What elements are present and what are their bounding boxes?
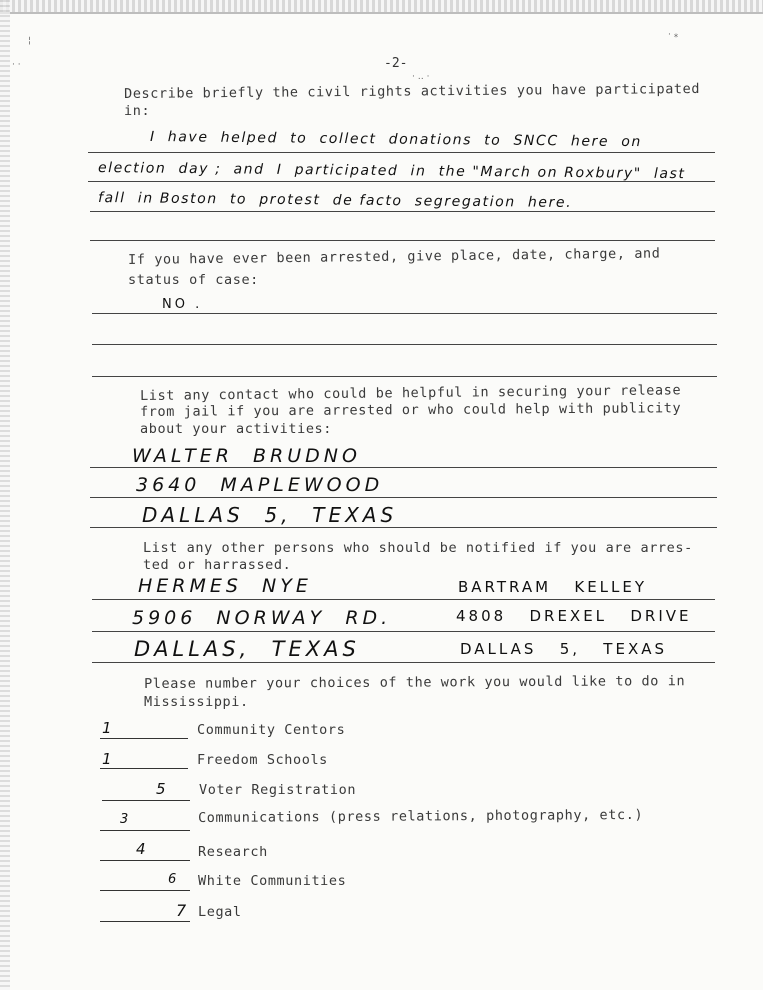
notify-person1-city: DALLAS, TEXAS: [134, 637, 360, 661]
notify-person2-name: BARTRAM KELLEY: [458, 578, 648, 596]
choice-rank: 4: [136, 840, 146, 858]
notify-rule: [92, 631, 715, 632]
choice-rank: 6: [168, 872, 177, 887]
scan-left-edge: [0, 0, 10, 990]
choice-label: Communications (press relations, photography, etc.): [198, 806, 644, 826]
choice-label: Voter Registration: [199, 782, 357, 798]
notify-person2-street: 4808 DREXEL DRIVE: [456, 607, 692, 625]
contact-name: WALTER BRUDNO: [132, 445, 361, 467]
contact-city: DALLAS 5, TEXAS: [142, 503, 398, 527]
choice-rank: 1: [102, 750, 112, 768]
contact-prompt-line3: about your activities:: [140, 421, 333, 437]
notify-person1-street: 5906 NORWAY RD.: [132, 607, 392, 629]
choice-blank[interactable]: [102, 800, 190, 801]
contact-rule: [90, 497, 717, 498]
choice-blank[interactable]: [100, 890, 190, 891]
choice-blank[interactable]: [100, 830, 190, 831]
choice-label: Legal: [198, 904, 242, 920]
notify-prompt-line2: ted or harrassed.: [143, 557, 292, 573]
activities-answer-rule: [90, 211, 715, 212]
arrest-prompt-line2: status of case:: [128, 272, 259, 288]
arrest-answer: NO .: [162, 297, 203, 312]
scan-speck: · ‥ ·: [412, 72, 430, 82]
notify-prompt-line1: List any other persons who should be notified if you are arres-: [143, 540, 693, 556]
page-number: -2-: [384, 56, 408, 71]
arrest-prompt-line1: If you have ever been arrested, give place, date, charge, and: [128, 245, 661, 268]
choice-blank[interactable]: [100, 921, 190, 922]
contact-rule: [90, 467, 717, 468]
choice-blank[interactable]: [100, 860, 190, 861]
choice-rank: 5: [156, 780, 166, 798]
choice-label: White Communities: [198, 873, 347, 889]
activities-answer-rule: [88, 152, 715, 153]
activities-answer-line2: election day ; and I participated in the "March on Roxbury" last: [97, 160, 686, 183]
scan-speck: · ·: [12, 60, 21, 70]
notify-rule: [92, 599, 715, 600]
contact-street: 3640 MAPLEWOOD: [136, 474, 384, 496]
contact-prompt-line1: List any contact who could be helpful in securing your release: [140, 382, 682, 404]
scan-speck: · ⁎: [668, 30, 679, 40]
choices-prompt-line2: Mississippi.: [144, 694, 249, 710]
activities-prompt-line1: Describe briefly the civil rights activities you have participated: [124, 80, 701, 102]
choices-prompt-line1: Please number your choices of the work you would like to do in: [144, 673, 686, 692]
choice-label: Research: [198, 844, 268, 860]
activities-answer-rule: [90, 240, 715, 241]
activities-answer-line1: I have helped to collect donations to SNCC here on: [149, 129, 642, 151]
choice-label: Community Centors: [197, 722, 346, 738]
scan-speck: ¦: [28, 36, 32, 46]
choice-blank[interactable]: [100, 738, 188, 739]
activities-answer-line3: fall in Boston to protest de facto segregation here.: [97, 190, 573, 211]
notify-rule: [92, 662, 715, 663]
scan-top-edge: [0, 0, 763, 14]
choice-rank: 7: [176, 901, 187, 920]
contact-rule: [90, 527, 717, 528]
activities-prompt-line2: in:: [124, 103, 151, 119]
choice-label: Freedom Schools: [197, 752, 328, 768]
choice-rank: 1: [102, 719, 112, 737]
arrest-answer-rule: [92, 313, 717, 314]
arrest-answer-rule: [92, 376, 717, 377]
contact-prompt-line2: from jail if you are arrested or who could help with publicity: [140, 400, 682, 420]
notify-person1-name: HERMES NYE: [138, 575, 312, 597]
choice-rank: 3: [120, 812, 129, 827]
notify-person2-city: DALLAS 5, TEXAS: [460, 640, 668, 658]
arrest-answer-rule: [92, 344, 717, 345]
choice-blank[interactable]: [100, 768, 188, 769]
